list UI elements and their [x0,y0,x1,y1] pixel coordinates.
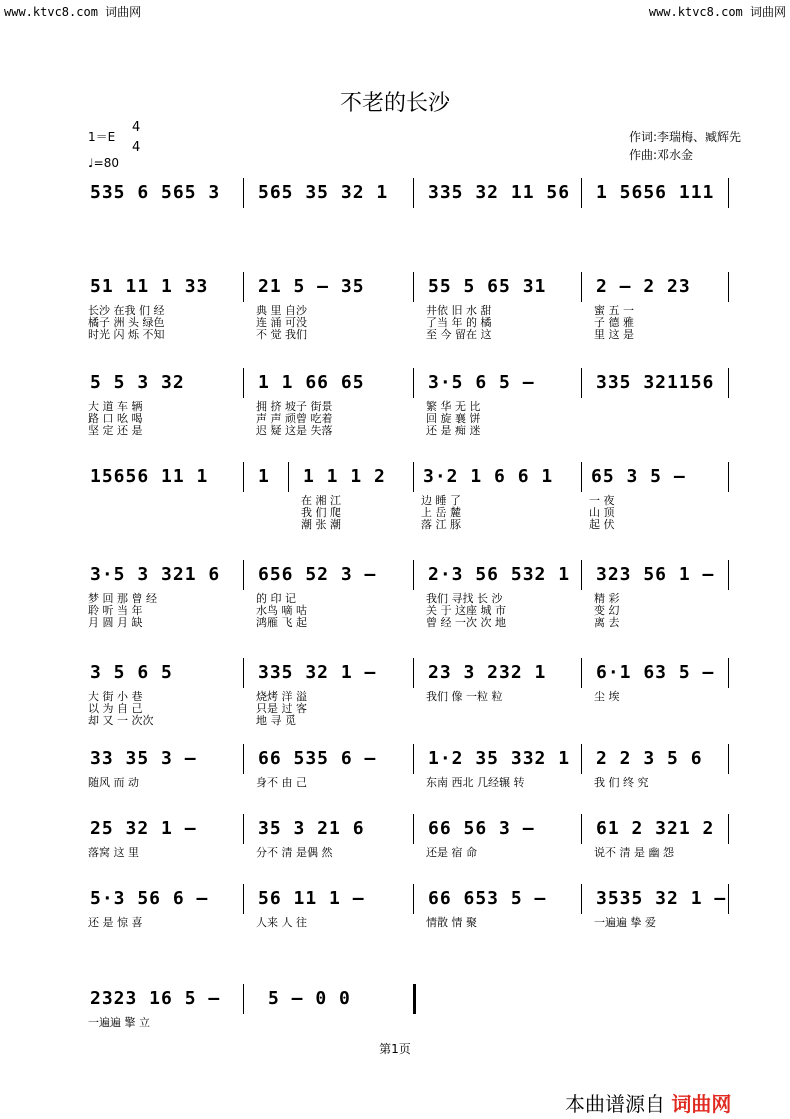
measure-notes: 1 5656 111 [596,182,715,203]
lyric-line: 连 涌 可没 [256,316,307,329]
bar-line [413,272,414,302]
lyric-line: 起 伏 [589,518,615,531]
bar-line [243,462,244,492]
measure-notes: 335 32 11 56 [428,182,571,203]
lyric-line: 长沙 在我 们 经 [88,304,165,317]
lyric-line: 坚 定 还 是 [88,424,143,437]
lyric-line: 迟 疑 这是 失落 [256,424,333,437]
lyric-line: 山 顶 [589,506,615,519]
measure-notes: 335 32 1 – [258,662,377,683]
measure-notes: 65 3 5 – [591,466,686,487]
lyric-line: 一遍遍 擎 立 [88,1016,150,1029]
lyric-line: 曾 经 一次 次 地 [426,616,506,629]
page-number: 第1页 [379,1042,411,1056]
measure-notes: 5·3 56 6 – [90,888,209,909]
lyric-line: 东南 西北 几经辗 转 [426,776,525,789]
lyric-line: 却 又 一 次次 [88,714,154,727]
measure-notes: 656 52 3 – [258,564,377,585]
bar-line [413,368,414,398]
bar-line [728,884,729,914]
bar-line [413,560,414,590]
measure-notes: 66 56 3 – [428,818,535,839]
measure-notes: 23 3 232 1 [428,662,547,683]
measure-notes: 21 5 – 35 [258,276,365,297]
tempo-marking: ♩=80 [88,156,119,170]
bar-line [581,462,582,492]
lyric-line: 子 德 雅 [594,316,634,329]
bar-line [581,884,582,914]
measure-notes: 2323 16 5 – [90,988,221,1009]
lyric-line: 典 里 自沙 [256,304,307,317]
time-signature-top: 4 [132,120,141,135]
bar-line [728,462,729,492]
measure-notes: 335 321156 [596,372,715,393]
lyric-line: 井依 旧 水 甜 [426,304,492,317]
measure-notes: 5 5 3 32 [90,372,185,393]
lyric-line: 鸿雁 飞 起 [256,616,307,629]
bar-line [728,744,729,774]
lyric-line: 一遍遍 挚 爱 [594,916,656,929]
bar-line [728,814,729,844]
bar-line [413,658,414,688]
source-attribution[interactable] [565,1088,731,1117]
lyric-line: 蜜 五 一 [594,304,634,317]
measure-notes: 535 6 565 3 [90,182,221,203]
bar-line [243,272,244,302]
lyric-line: 只是 过 客 [256,702,307,715]
measure-notes: 1·2 35 332 1 [428,748,571,769]
lyric-line: 还 是 惊 喜 [88,916,143,929]
bar-line [288,462,289,492]
measure-notes: 33 35 3 – [90,748,197,769]
lyric-line: 月 圆 月 缺 [88,616,143,629]
composer-credit: 作曲:邓水金 [629,148,694,162]
measure-notes: 2 2 3 5 6 [596,748,703,769]
lyric-line: 潮 张 潮 [301,518,341,531]
lyric-line: 还 是 痴 迷 [426,424,481,437]
lyric-line: 梦 回 那 曾 经 [88,592,157,605]
lyric-line: 变 幻 [594,604,620,617]
lyric-line: 我 们 爬 [301,506,341,519]
lyric-line: 随风 而 动 [88,776,139,789]
source-site[interactable]: 词曲网 [671,1092,732,1116]
lyric-line: 精 彩 [594,592,620,605]
bar-line [581,560,582,590]
lyric-line: 身不 由 己 [256,776,307,789]
lyric-line: 落 江 豚 [421,518,461,531]
bar-line [413,178,414,208]
lyric-line: 拥 挤 坡子 街景 [256,400,333,413]
source-label: 本曲谱源自 [565,1092,665,1116]
measure-notes: 1 1 66 65 [258,372,365,393]
bar-line [728,178,729,208]
lyric-line: 大 道 车 辆 [88,400,143,413]
measure-notes: 25 32 1 – [90,818,197,839]
lyric-line: 人来 人 往 [256,916,307,929]
bar-line [581,368,582,398]
bar-line [243,814,244,844]
lyric-line: 以 为 自 己 [88,702,143,715]
lyric-line: 上 岳 麓 [421,506,461,519]
bar-line [581,272,582,302]
lyric-line: 边 睡 了 [421,494,461,507]
lyric-line: 水鸟 嘀 咕 [256,604,307,617]
measure-notes: 323 56 1 – [596,564,715,585]
measure-notes: 1 1 1 2 [303,466,386,487]
lyric-line: 橘子 洲 头 绿色 [88,316,165,329]
measure-notes: 3535 32 1 – [596,888,727,909]
time-signature-bottom: 4 [132,140,141,155]
measure-notes: 3 5 6 5 [90,662,173,683]
bar-line [243,884,244,914]
bar-line [728,658,729,688]
lyric-line: 聆 听 当 年 [88,604,143,617]
bar-line [243,368,244,398]
lyric-line: 我们 像 一粒 粒 [426,690,503,703]
lyric-line: 说不 清 是 幽 怨 [594,846,674,859]
lyric-line: 地 寻 觅 [256,714,296,727]
lyric-line: 大 街 小 巷 [88,690,143,703]
bar-line [243,744,244,774]
measure-notes: 1 [258,466,270,487]
lyric-line: 还是 宿 命 [426,846,477,859]
lyric-line: 一 夜 [589,494,615,507]
bar-line [413,814,414,844]
measure-notes: 35 3 21 6 [258,818,365,839]
measure-notes: 66 653 5 – [428,888,547,909]
lyric-line: 分不 清 是偶 然 [256,846,333,859]
bar-line [413,462,414,492]
measure-notes: 15656 11 1 [90,466,209,487]
lyric-line: 了当 年 的 橘 [426,316,492,329]
measure-notes: 61 2 321 2 [596,818,715,839]
lyric-line: 回 旋 襄 饼 [426,412,481,425]
bar-line [243,560,244,590]
lyric-line: 路 口 吆 喝 [88,412,143,425]
measure-notes: 5 – 0 0 [268,988,351,1009]
lyric-line: 在 湘 江 [301,494,341,507]
measure-notes: 3·5 3 321 6 [90,564,221,585]
lyric-line: 里 这 是 [594,328,634,341]
lyric-line: 关 于 这座 城 市 [426,604,506,617]
key-signature: 1＝E [88,130,116,144]
measure-notes: 66 535 6 – [258,748,377,769]
lyric-line: 我们 寻找 长 沙 [426,592,503,605]
measure-notes: 6·1 63 5 – [596,662,715,683]
bar-line [728,272,729,302]
lyric-line: 尘 埃 [594,690,620,703]
watermark-right: www.ktvc8.com 词曲网 [648,5,786,19]
measure-notes: 2 – 2 23 [596,276,691,297]
measure-notes: 51 11 1 33 [90,276,209,297]
bar-line [581,658,582,688]
measure-notes: 2·3 56 532 1 [428,564,571,585]
measure-notes: 55 5 65 31 [428,276,547,297]
bar-line [413,744,414,774]
bar-line [728,560,729,590]
measure-notes: 565 35 32 1 [258,182,389,203]
bar-line [728,368,729,398]
lyric-line: 声 声 顽曾 吃着 [256,412,333,425]
song-title: 不老的长沙 [339,91,450,116]
bar-line [243,658,244,688]
watermark-left: www.ktvc8.com 词曲网 [4,5,142,19]
lyric-line: 离 去 [594,616,620,629]
lyric-line: 情散 情 聚 [426,916,477,929]
lyric-line: 落窝 这 里 [88,846,139,859]
bar-line [243,178,244,208]
bar-line [413,884,414,914]
bar-line [581,744,582,774]
bar-line [413,984,416,1014]
bar-line [581,814,582,844]
bar-line [581,178,582,208]
lyric-line: 时光 闪 烁 不知 [88,328,165,341]
lyric-line: 不 觉 我们 [256,328,307,341]
lyric-line: 繁 华 无 比 [426,400,481,413]
measure-notes: 3·2 1 6 6 1 [423,466,554,487]
measure-notes: 56 11 1 – [258,888,365,909]
lyric-line: 至 今 留在 这 [426,328,492,341]
lyric-line: 我 们 终 究 [594,776,649,789]
lyric-line: 烧烤 洋 溢 [256,690,307,703]
measure-notes: 3·5 6 5 – [428,372,535,393]
bar-line [243,984,244,1014]
lyricist-credit: 作词:李瑞梅、臧辉先 [629,130,742,144]
lyric-line: 的 印 记 [256,592,296,605]
